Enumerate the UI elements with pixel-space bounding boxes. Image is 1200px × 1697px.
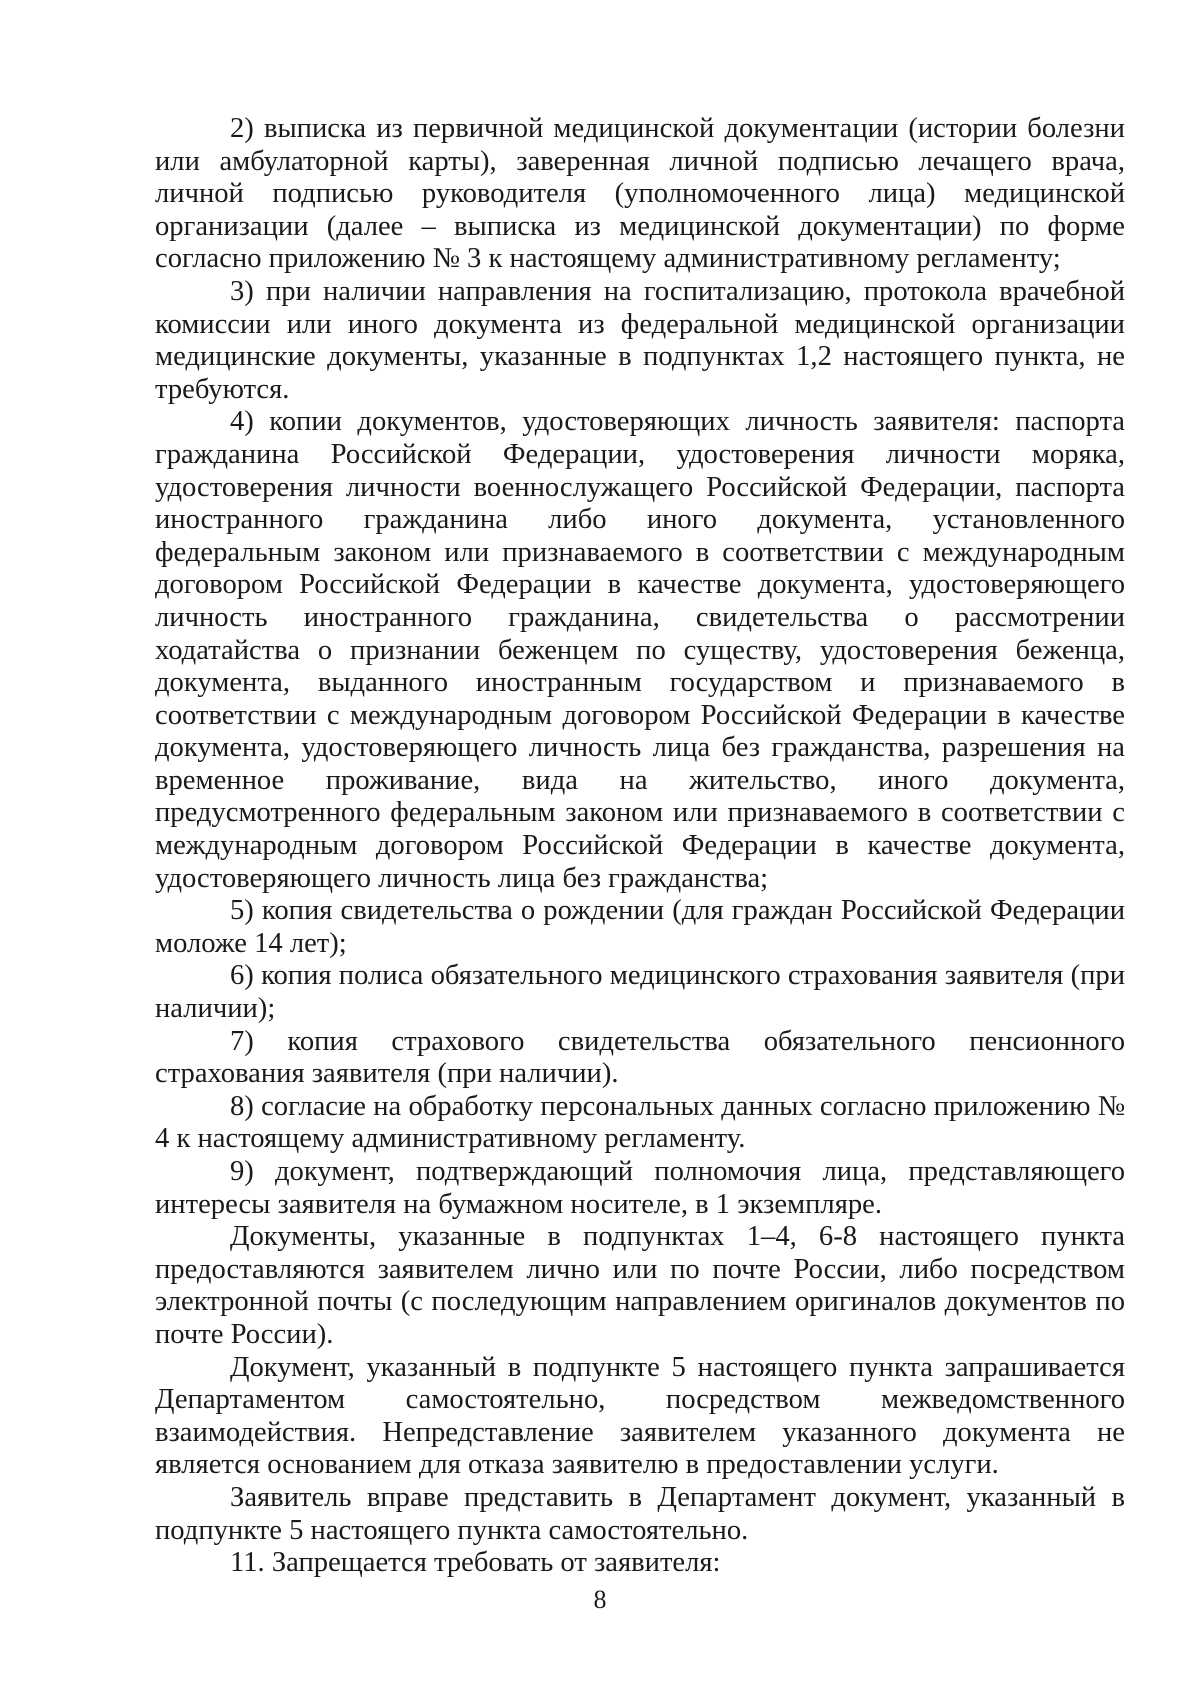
document-body (155, 113, 1125, 1580)
paragraph-item-2: 2) выписка из первичной медицинской документации (истории болезни или амбулаторной карты), заверенная личной подписью лечащего врача, личной подписью руководителя (уполномоченного лица) медицинской организации (далее – выписка из медицинской документации) по форме согласно приложению № 3 к настоящему административному регламенту; (155, 113, 1125, 275)
paragraph-item-7: 7) копия страхового свидетельства обязательного пенсионного страхования заявителя (при наличии). (155, 1025, 1125, 1090)
paragraph-item-3: 3) при наличии направления на госпитализацию, протокола врачебной комиссии или иного документа из федеральной медицинской организации медицинские документы, указанные в подпунктах 1,2 настоящего пункта, не требуются. (155, 275, 1125, 405)
paragraph-documents-submission: Документы, указанные в подпунктах 1–4, 6-8 настоящего пункта предоставляются заявителем лично или по почте России, либо посредством электронной почты (с последующим направлением оригиналов документов по почте России). (155, 1221, 1125, 1350)
paragraph-interagency-request: Документ, указанный в подпункте 5 настоящего пункта запрашивается Департаментом самостоятельно, посредством межведомственного взаимодействия. Непредставление заявителем указанного документа не является основанием для отказа заявителю в предоставлении услуги. (155, 1351, 1125, 1481)
page-number: 8 (593, 1585, 607, 1614)
paragraph-section-11: 11. Запрещается требовать от заявителя: (230, 1547, 721, 1579)
paragraph-item-5: 5) копия свидетельства о рождении (для граждан Российской Федерации моложе 14 лет); (155, 895, 1125, 959)
paragraph-item-9: 9) документ, подтверждающий полномочия лица, представляющего интересы заявителя на бумажном носителе, в 1 экземпляре. (155, 1156, 1125, 1220)
paragraph-item-4: 4) копии документов, удостоверяющих личность заявителя: паспорта гражданина Российской Федерации, удостоверения личности моряка, удостоверения личности военнослужащего Российской Федерации, паспорта иностранного гражданина либо иного документа, установленного федеральным законом или признаваемого в соответствии с международным договором Российской Федерации в качестве документа, удостоверяющего личность иностранного гражданина, свидетельства о рассмотрении ходатайства о признании беженцем по существу, удостоверения беженца, документа, выданного иностранным государством и признаваемого в соответствии с международным договором Российской Федерации в качестве документа, удостоверяющего личность лица без гражданства, разрешения на временное проживание, вида на жительство, иного документа, предусмотренного федеральным законом или признаваемого в соответствии с международным договором Российской Федерации в качестве документа, удостоверяющего личность лица без гражданства; (155, 406, 1125, 894)
paragraph-item-8: 8) согласие на обработку персональных данных согласно приложению № 4 к настоящему административному регламенту. (155, 1090, 1125, 1155)
paragraph-applicant-right: Заявитель вправе представить в Департамент документ, указанный в подпункте 5 настоящего пункта самостоятельно. (155, 1481, 1125, 1546)
paragraph-item-6: 6) копия полиса обязательного медицинского страхования заявителя (при наличии); (155, 960, 1125, 1025)
